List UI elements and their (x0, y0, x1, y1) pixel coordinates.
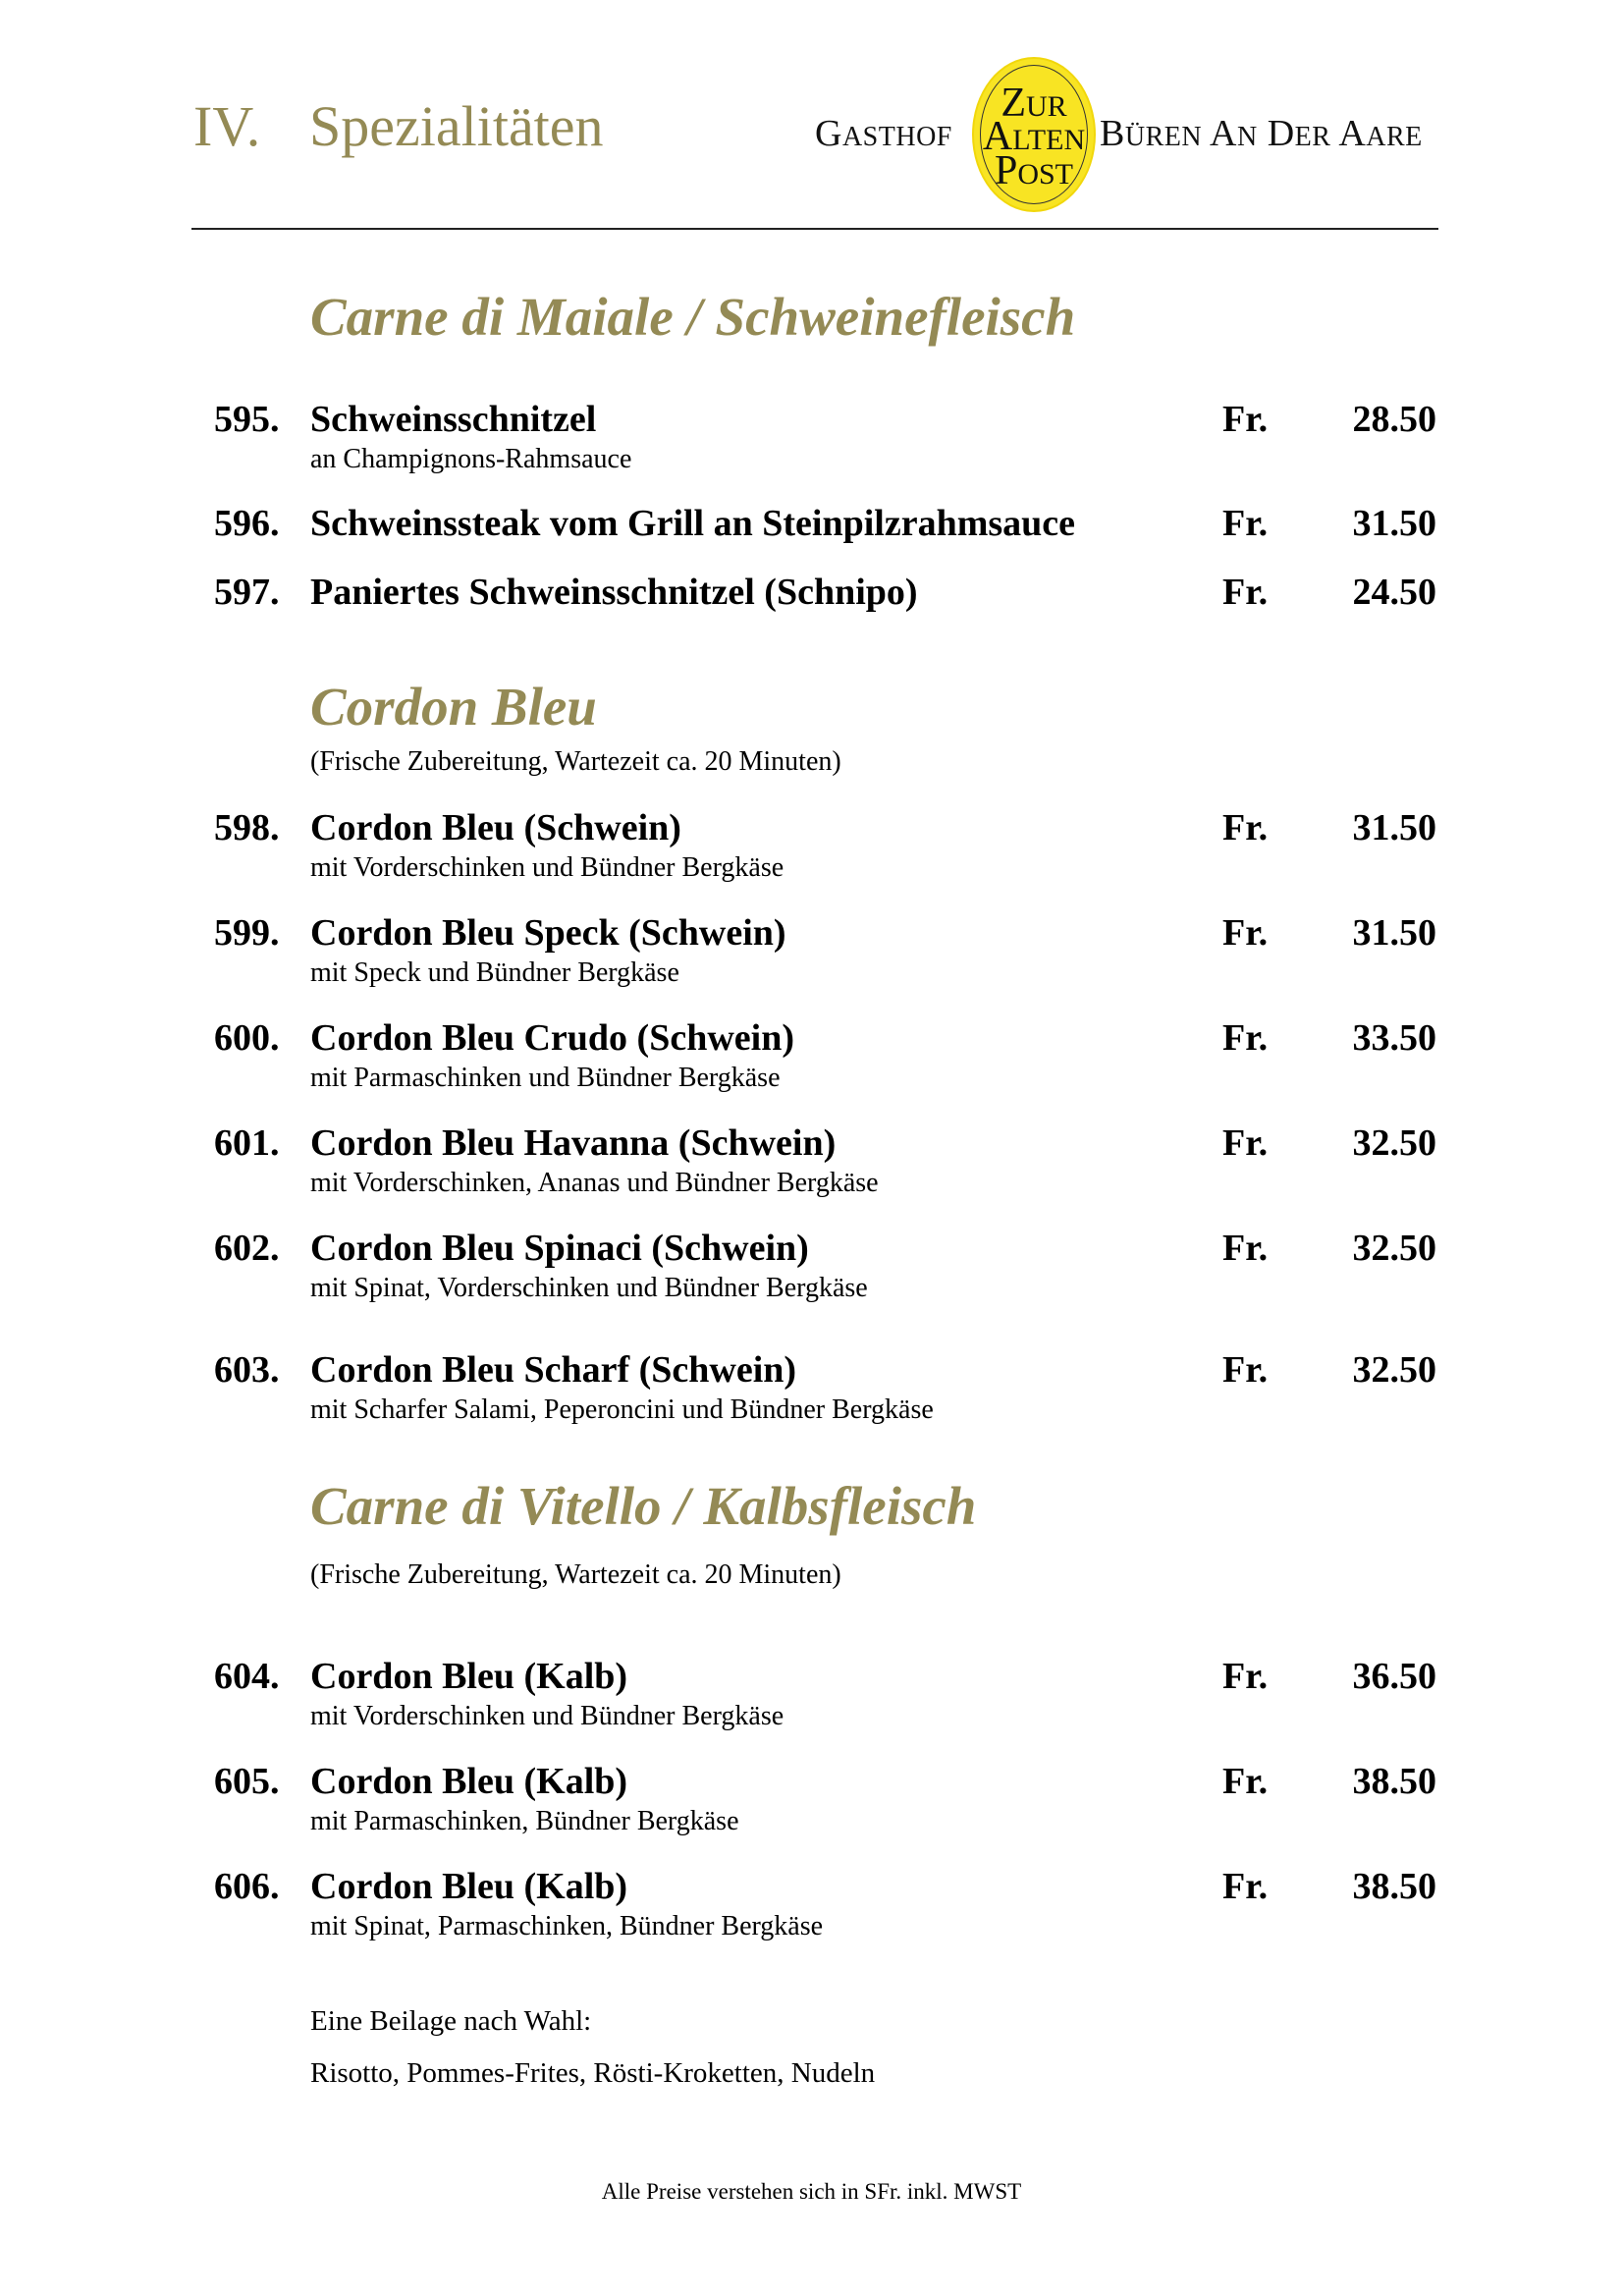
section-title: Spezialitäten (309, 94, 604, 158)
section-number: IV. (193, 94, 261, 158)
logo-oval-badge (972, 57, 1096, 212)
item-number: 596. (214, 503, 280, 544)
logo-line-zur: ZUR (1001, 81, 1067, 126)
item-price: 31.50 (1352, 503, 1436, 544)
logo-location (1100, 115, 1423, 152)
item-number: 595. (214, 399, 280, 440)
item-name: Cordon Bleu Havanna (Schwein) (310, 1122, 837, 1164)
item-name: Cordon Bleu (Kalb) (310, 1866, 628, 1907)
item-description: mit Parmaschinken, Bündner Bergkäse (310, 1806, 739, 1836)
item-currency: Fr. (1222, 503, 1269, 544)
logo-line-alten: ALTEN (982, 114, 1086, 160)
section-heading-kalbsfleisch: Carne di Vitello / Kalbsfleisch (310, 1476, 977, 1536)
item-description: mit Vorderschinken und Bündner Bergkäse (310, 1701, 784, 1731)
section-note: (Frische Zubereitung, Wartezeit ca. 20 Minuten) (310, 746, 841, 777)
side-dish-options: Risotto, Pommes-Frites, Rösti-Kroketten, Nudeln (310, 2057, 876, 2089)
item-number: 597. (214, 572, 280, 613)
item-name: Schweinssteak vom Grill an Steinpilzrahmsauce (310, 503, 1076, 544)
item-number: 606. (214, 1866, 280, 1907)
item-price: 31.50 (1352, 807, 1436, 848)
item-currency: Fr. (1222, 1228, 1269, 1269)
item-description: an Champignons-Rahmsauce (310, 444, 632, 474)
logo-oval-text (974, 81, 1094, 193)
item-currency: Fr. (1222, 1349, 1269, 1391)
item-description: mit Spinat, Parmaschinken, Bündner Bergkäse (310, 1911, 824, 1941)
item-number: 601. (214, 1122, 280, 1164)
item-price: 32.50 (1352, 1122, 1436, 1164)
item-number: 603. (214, 1349, 280, 1391)
logo-gasthof-text: GASTHOF (815, 113, 952, 154)
item-name: Cordon Bleu (Schwein) (310, 807, 681, 848)
item-name: Cordon Bleu Crudo (Schwein) (310, 1017, 794, 1059)
item-price: 33.50 (1352, 1017, 1436, 1059)
item-currency: Fr. (1222, 399, 1269, 440)
item-name: Cordon Bleu Scharf (Schwein) (310, 1349, 797, 1391)
logo-location-text: BÜREN AN DER AARE (1100, 113, 1423, 154)
item-currency: Fr. (1222, 807, 1269, 848)
item-name: Cordon Bleu Speck (Schwein) (310, 912, 786, 954)
item-currency: Fr. (1222, 1761, 1269, 1802)
item-description: mit Vorderschinken, Ananas und Bündner Bergkäse (310, 1168, 879, 1198)
item-name: Cordon Bleu (Kalb) (310, 1761, 628, 1802)
page-title (193, 94, 604, 158)
item-currency: Fr. (1222, 1866, 1269, 1907)
item-currency: Fr. (1222, 1656, 1269, 1697)
item-number: 598. (214, 807, 280, 848)
item-number: 600. (214, 1017, 280, 1059)
item-description: mit Scharfer Salami, Peperoncini und Bündner Bergkäse (310, 1394, 934, 1425)
section-note: (Frische Zubereitung, Wartezeit ca. 20 Minuten) (310, 1559, 841, 1590)
side-dish-note (310, 1995, 875, 2100)
item-currency: Fr. (1222, 572, 1269, 613)
item-name: Paniertes Schweinsschnitzel (Schnipo) (310, 572, 918, 613)
item-name: Cordon Bleu Spinaci (Schwein) (310, 1228, 809, 1269)
section-heading-schweinefleisch: Carne di Maiale / Schweinefleisch (310, 287, 1076, 347)
item-name: Cordon Bleu (Kalb) (310, 1656, 628, 1697)
item-price: 38.50 (1352, 1761, 1436, 1802)
item-price: 36.50 (1352, 1656, 1436, 1697)
item-price: 31.50 (1352, 912, 1436, 954)
side-dish-label: Eine Beilage nach Wahl: (310, 2005, 592, 2037)
logo-gasthof (815, 115, 952, 152)
item-price: 38.50 (1352, 1866, 1436, 1907)
item-currency: Fr. (1222, 912, 1269, 954)
item-price: 32.50 (1352, 1228, 1436, 1269)
item-description: mit Speck und Bündner Bergkäse (310, 957, 679, 988)
item-price: 32.50 (1352, 1349, 1436, 1391)
item-price: 24.50 (1352, 572, 1436, 613)
item-description: mit Parmaschinken und Bündner Bergkäse (310, 1063, 781, 1093)
item-currency: Fr. (1222, 1122, 1269, 1164)
item-number: 604. (214, 1656, 280, 1697)
item-description: mit Spinat, Vorderschinken und Bündner Bergkäse (310, 1273, 868, 1303)
item-number: 605. (214, 1761, 280, 1802)
logo-line-post: POST (994, 147, 1074, 193)
item-number: 602. (214, 1228, 280, 1269)
item-currency: Fr. (1222, 1017, 1269, 1059)
section-heading-cordon-bleu: Cordon Bleu (310, 677, 597, 737)
item-description: mit Vorderschinken und Bündner Bergkäse (310, 852, 784, 883)
price-footer-note: Alle Preise verstehen sich in SFr. inkl. MWST (601, 2179, 1022, 2204)
item-name: Schweinsschnitzel (310, 399, 597, 440)
item-price: 28.50 (1352, 399, 1436, 440)
item-number: 599. (214, 912, 280, 954)
header-divider (191, 228, 1438, 230)
